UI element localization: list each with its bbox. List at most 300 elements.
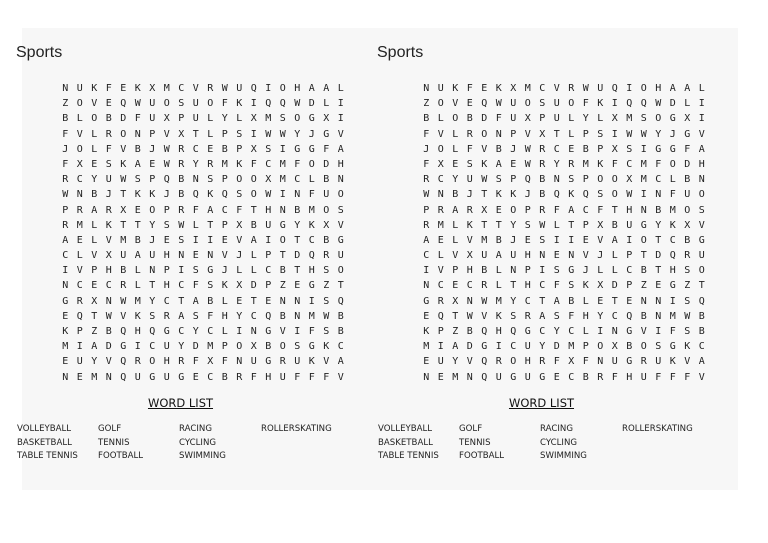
grid-letter: X [510,83,517,94]
grid-letter: Q [265,310,272,322]
grid-letter: D [684,158,691,170]
grid-letter: S [323,265,330,277]
grid-letter: N [611,326,618,337]
grid-letter: C [669,234,676,246]
grid-letter: O [597,341,604,353]
grid-letter: A [62,234,69,246]
grid-letter: R [163,310,170,322]
grid-letter: V [437,265,444,277]
grid-letter: F [221,356,228,368]
grid-letter: A [452,204,459,216]
grid-letter: W [134,98,141,110]
grid-letter: F [105,83,112,94]
grid-letter: E [294,280,301,292]
grid-letter: G [163,326,170,337]
grid-letter: H [524,356,531,368]
grid-letter: B [539,174,546,186]
grid-letter: F [207,310,214,322]
grid-letter: F [495,113,502,125]
grid-letter: B [539,189,546,201]
grid-letter: V [337,128,344,140]
grid-letter: O [308,158,315,170]
grid-letter: X [684,219,691,231]
grid-letter: J [510,234,517,246]
grid-letter: R [105,204,112,216]
grid-letter: U [279,371,286,383]
grid-letter: R [466,128,473,140]
grid-letter: T [134,219,141,231]
grid-letter: J [524,189,531,201]
grid-letter: V [698,128,705,140]
grid-letter: S [178,98,185,110]
grid-row [58,111,348,126]
grid-letter: J [582,265,589,277]
grid-letter: P [221,174,228,186]
grid-letter: A [669,83,676,94]
grid-letter: X [265,174,272,186]
grid-letter: E [466,98,473,110]
grid-letter: H [466,265,473,277]
grid-letter: F [423,128,430,140]
grid-letter: H [337,158,344,170]
grid-letter: L [76,250,83,262]
grid-letter: M [62,341,69,353]
grid-letter: P [539,113,546,125]
grid-letter: E [207,143,214,155]
grid-letter: Y [236,310,243,322]
grid-letter: O [568,98,575,110]
grid-letter: F [655,158,662,170]
grid-letter: P [582,341,589,353]
grid-letter: Q [192,189,199,201]
grid-letter: L [452,128,459,140]
grid-letter: T [178,295,185,307]
grid-letter: A [495,250,502,262]
grid-letter: B [105,113,112,125]
grid-letter: H [163,280,170,292]
grid-row [419,233,709,248]
word-list-item: CYCLING [540,437,578,448]
grid-letter: U [611,356,618,368]
grid-letter: B [221,143,228,155]
grid-letter: F [423,158,430,170]
grid-letter: N [655,295,662,307]
grid-letter: G [423,295,430,307]
grid-letter: L [91,128,98,140]
grid-letter: V [192,83,199,94]
grid-letter: M [163,83,170,94]
grid-letter: F [669,189,676,201]
grid-letter: R [178,143,185,155]
grid-letter: X [105,250,112,262]
grid-letter: S [568,174,575,186]
grid-letter: C [207,371,214,383]
grid-letter: U [250,356,257,368]
grid-letter: W [655,98,662,110]
grid-letter: F [582,356,589,368]
grid-letter: N [294,189,301,201]
grid-letter: A [423,234,430,246]
grid-row [58,203,348,218]
grid-letter: B [611,219,618,231]
grid-letter: Q [698,295,705,307]
grid-letter: M [76,219,83,231]
grid-row [58,157,348,172]
grid-letter: S [553,265,560,277]
grid-letter: R [539,356,546,368]
grid-letter: C [265,158,272,170]
grid-letter: F [611,158,618,170]
grid-letter: C [163,295,170,307]
grid-letter: G [669,280,676,292]
grid-letter: R [62,219,69,231]
grid-letter: L [192,219,199,231]
grid-letter: C [337,341,344,353]
grid-letter: M [640,158,647,170]
grid-letter: L [495,280,502,292]
grid-letter: S [698,204,705,216]
grid-letter: R [423,219,430,231]
grid-letter: B [452,189,459,201]
grid-letter: O [481,128,488,140]
grid-letter: X [626,174,633,186]
grid-letter: U [553,98,560,110]
grid-letter: X [91,295,98,307]
grid-letter: L [323,98,330,110]
grid-letter: X [236,219,243,231]
grid-letter: G [308,113,315,125]
grid-letter: F [323,371,330,383]
grid-letter: S [149,310,156,322]
grid-letter: W [294,98,301,110]
grid-letter: C [294,174,301,186]
grid-letter: R [481,280,488,292]
grid-letter: C [423,250,430,262]
grid-letter: B [640,265,647,277]
grid-letter: G [62,295,69,307]
grid-letter: N [423,280,430,292]
grid-letter: W [323,310,330,322]
grid-letter: W [120,295,127,307]
grid-letter: U [524,371,531,383]
grid-letter: E [495,204,502,216]
grid-letter: L [611,250,618,262]
grid-row [58,81,348,96]
grid-letter: L [207,128,214,140]
grid-letter: T [207,219,214,231]
grid-letter: M [669,310,676,322]
grid-letter: O [655,113,662,125]
grid-letter: E [105,98,112,110]
grid-letter: X [597,219,604,231]
grid-row [58,96,348,111]
grid-letter: O [294,113,301,125]
grid-letter: S [337,204,344,216]
grid-letter: N [640,204,647,216]
word-list-heading: WORD LIST [508,396,575,410]
grid-letter: J [221,265,228,277]
grid-row [58,309,348,324]
grid-letter: Q [265,98,272,110]
grid-letter: Q [481,98,488,110]
grid-letter: A [323,83,330,94]
grid-letter: G [279,219,286,231]
grid-letter: A [134,250,141,262]
word-list-item: BASKETBALL [17,437,72,448]
grid-letter: L [597,265,604,277]
grid-letter: Q [669,250,676,262]
grid-letter: F [553,204,560,216]
grid-letter: T [120,219,127,231]
grid-letter: N [423,83,430,94]
grid-letter: I [250,98,257,110]
grid-letter: P [221,128,228,140]
grid-letter: Q [510,326,517,337]
grid-letter: W [221,83,228,94]
grid-letter: J [423,143,430,155]
grid-letter: R [62,174,69,186]
grid-letter: I [611,128,618,140]
grid-letter: K [568,189,575,201]
grid-letter: S [524,219,531,231]
grid-letter: K [236,158,243,170]
grid-letter: E [597,295,604,307]
word-list-item: VOLLEYBALL [378,424,433,434]
grid-letter: B [481,265,488,277]
grid-letter: C [698,341,705,353]
grid-letter: N [207,250,214,262]
grid-letter: C [221,204,228,216]
grid-letter: L [669,174,676,186]
grid-letter: H [626,371,633,383]
grid-letter: B [221,371,228,383]
grid-letter: B [495,234,502,246]
grid-letter: X [524,113,531,125]
grid-letter: G [640,219,647,231]
grid-letter: Q [611,83,618,94]
grid-letter: I [265,83,272,94]
grid-letter: W [265,189,272,201]
grid-letter: G [568,265,575,277]
grid-letter: B [207,295,214,307]
grid-letter: O [437,98,444,110]
grid-row [419,339,709,354]
grid-letter: P [510,128,517,140]
grid-letter: C [207,326,214,337]
grid-letter: A [192,295,199,307]
grid-letter: Q [308,250,315,262]
grid-letter: L [91,143,98,155]
grid-letter: K [149,189,156,201]
grid-letter: S [207,280,214,292]
grid-letter: C [178,280,185,292]
grid-letter: W [279,128,286,140]
grid-letter: B [582,371,589,383]
grid-letter: R [597,371,604,383]
grid-letter: S [568,280,575,292]
grid-letter: S [626,143,633,155]
grid-letter: E [423,356,430,368]
grid-letter: Z [640,280,647,292]
grid-letter: T [640,250,647,262]
grid-letter: R [76,295,83,307]
grid-letter: B [466,113,473,125]
grid-letter: C [76,280,83,292]
grid-letter: B [466,326,473,337]
grid-letter: X [684,113,691,125]
grid-letter: S [539,98,546,110]
grid-letter: B [91,189,98,201]
grid-letter: K [120,158,127,170]
grid-letter: M [437,219,444,231]
grid-letter: W [62,189,69,201]
grid-letter: N [192,174,199,186]
grid-letter: U [684,189,691,201]
grid-letter: Y [221,113,228,125]
grid-row [58,294,348,309]
grid-letter: L [221,326,228,337]
grid-letter: N [279,204,286,216]
grid-letter: I [337,98,344,110]
grid-letter: H [105,265,112,277]
grid-letter: U [510,250,517,262]
grid-letter: L [553,219,560,231]
grid-row [58,142,348,157]
grid-letter: R [539,158,546,170]
grid-letter: M [134,295,141,307]
grid-letter: M [207,341,214,353]
grid-letter: B [294,204,301,216]
grid-letter: O [597,174,604,186]
grid-letter: H [669,265,676,277]
grid-letter: G [178,371,185,383]
grid-letter: M [524,83,531,94]
grid-row [419,370,709,385]
grid-letter: N [250,326,257,337]
grid-letter: K [91,83,98,94]
grid-letter: R [495,356,502,368]
grid-letter: V [452,98,459,110]
grid-letter: G [655,143,662,155]
grid-letter: K [423,326,430,337]
grid-letter: O [611,189,618,201]
grid-letter: S [684,295,691,307]
grid-letter: N [279,295,286,307]
grid-letter: C [308,234,315,246]
grid-letter: Q [524,174,531,186]
grid-letter: B [698,326,705,337]
grid-letter: I [626,83,633,94]
grid-letter: I [279,189,286,201]
grid-letter: U [597,83,604,94]
grid-letter: G [207,265,214,277]
grid-letter: P [163,204,170,216]
grid-letter: E [582,234,589,246]
grid-letter: T [250,204,257,216]
grid-letter: B [684,174,691,186]
grid-letter: E [134,204,141,216]
grid-letter: P [236,143,243,155]
grid-letter: G [308,143,315,155]
grid-letter: M [495,295,502,307]
grid-letter: S [105,158,112,170]
grid-letter: S [192,310,199,322]
grid-row [419,96,709,111]
grid-letter: A [337,143,344,155]
grid-letter: O [279,83,286,94]
grid-letter: N [437,189,444,201]
grid-letter: S [294,341,301,353]
grid-letter: L [236,113,243,125]
grid-row [58,370,348,385]
grid-letter: U [510,98,517,110]
grid-letter: K [466,219,473,231]
grid-letter: R [524,310,531,322]
grid-letter: K [597,158,604,170]
grid-letter: Z [684,280,691,292]
grid-letter: I [568,234,575,246]
grid-letter: J [669,128,676,140]
grid-letter: U [134,371,141,383]
grid-letter: R [134,356,141,368]
grid-letter: E [120,83,127,94]
grid-letter: P [582,219,589,231]
grid-letter: V [481,310,488,322]
grid-letter: W [265,128,272,140]
grid-letter: L [568,113,575,125]
grid-letter: T [495,219,502,231]
grid-letter: I [134,341,141,353]
grid-letter: M [452,371,459,383]
grid-letter: V [91,250,98,262]
grid-letter: V [163,128,170,140]
grid-letter: W [178,219,185,231]
grid-letter: E [62,356,69,368]
grid-letter: L [308,174,315,186]
grid-letter: P [437,326,444,337]
grid-letter: Y [91,174,98,186]
grid-letter: C [568,371,575,383]
grid-letter: X [481,204,488,216]
grid-letter: N [62,83,69,94]
grid-letter: J [510,143,517,155]
grid-letter: R [207,83,214,94]
grid-letter: I [698,113,705,125]
grid-letter: A [539,310,546,322]
grid-letter: G [308,341,315,353]
grid-letter: M [91,371,98,383]
grid-letter: L [452,219,459,231]
grid-row [419,294,709,309]
grid-letter: I [669,295,676,307]
grid-letter: U [149,250,156,262]
grid-letter: H [582,310,589,322]
grid-letter: J [62,143,69,155]
grid-letter: R [178,204,185,216]
grid-row [419,309,709,324]
grid-letter: K [105,219,112,231]
grid-letter: R [539,204,546,216]
grid-letter: X [611,143,618,155]
grid-row [419,218,709,233]
grid-letter: H [294,83,301,94]
grid-letter: N [178,250,185,262]
grid-letter: O [163,98,170,110]
grid-letter: D [105,341,112,353]
grid-letter: H [265,204,272,216]
grid-letter: L [582,326,589,337]
grid-letter: E [626,295,633,307]
